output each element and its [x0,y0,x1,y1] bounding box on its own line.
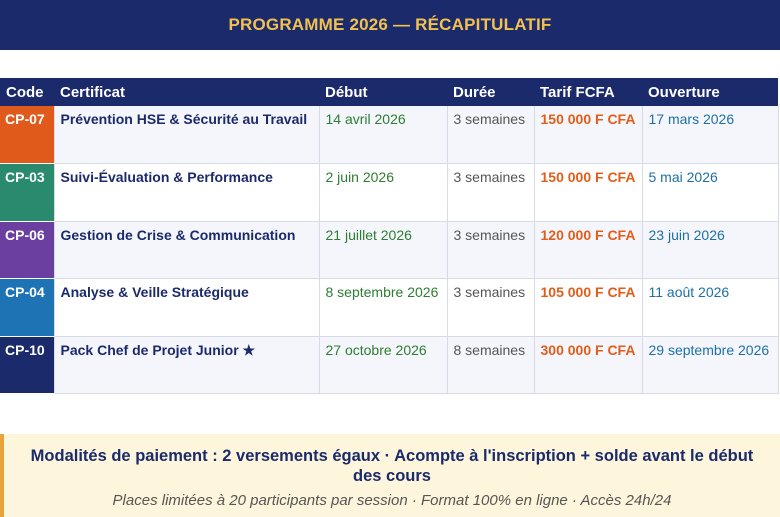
row-ouverture: 5 mai 2026 [642,164,778,222]
row-tarif: 300 000 F CFA [534,336,642,394]
row-code: CP-07 [0,106,54,164]
row-ouverture: 11 août 2026 [642,279,778,337]
row-duree: 3 semaines [447,106,534,164]
row-code: CP-03 [0,164,54,222]
row-ouverture: 17 mars 2026 [642,106,778,164]
row-code: CP-10 [0,336,54,394]
row-debut: 8 septembre 2026 [319,279,447,337]
row-tarif: 105 000 F CFA [534,279,642,337]
header-ouverture: Ouverture [642,78,778,106]
table-row [0,221,778,279]
row-certificat: Suivi-Évaluation & Performance [54,164,319,222]
table-header-row [0,78,778,106]
row-debut: 21 juillet 2026 [319,221,447,279]
table-row [0,336,778,394]
row-duree: 8 semaines [447,336,534,394]
table-row [0,279,778,337]
header-certificat: Certificat [54,78,319,106]
header-duree: Durée [447,78,534,106]
row-ouverture: 23 juin 2026 [642,221,778,279]
header-tarif: Tarif FCFA [534,78,642,106]
table-row [0,164,778,222]
row-duree: 3 semaines [447,221,534,279]
row-duree: 3 semaines [447,164,534,222]
row-tarif: 120 000 F CFA [534,221,642,279]
row-code: CP-06 [0,221,54,279]
row-certificat: Analyse & Veille Stratégique [54,279,319,337]
payment-info-box [0,434,780,517]
programme-table [0,78,779,394]
row-certificat: Pack Chef de Projet Junior ★ [54,336,319,394]
row-code: CP-04 [0,279,54,337]
row-tarif: 150 000 F CFA [534,164,642,222]
row-debut: 27 octobre 2026 [319,336,447,394]
row-debut: 2 juin 2026 [319,164,447,222]
row-certificat: Prévention HSE & Sécurité au Travail [54,106,319,164]
row-debut: 14 avril 2026 [319,106,447,164]
table-row [0,106,778,164]
row-tarif: 150 000 F CFA [534,106,642,164]
title-banner [0,0,780,50]
page-title: PROGRAMME 2026 — RÉCAPITULATIF [228,15,552,34]
row-duree: 3 semaines [447,279,534,337]
row-ouverture: 29 septembre 2026 [642,336,778,394]
session-notes: Places limitées à 20 participants par session · Format 100% en ligne · Accès 24h/24 [112,492,672,509]
row-certificat: Gestion de Crise & Communication [54,221,319,279]
header-debut: Début [319,78,447,106]
payment-terms: Modalités de paiement : 2 versements égaux · Acompte à l'inscription + solde avant le début des cours [30,447,754,485]
header-code: Code [0,78,54,106]
